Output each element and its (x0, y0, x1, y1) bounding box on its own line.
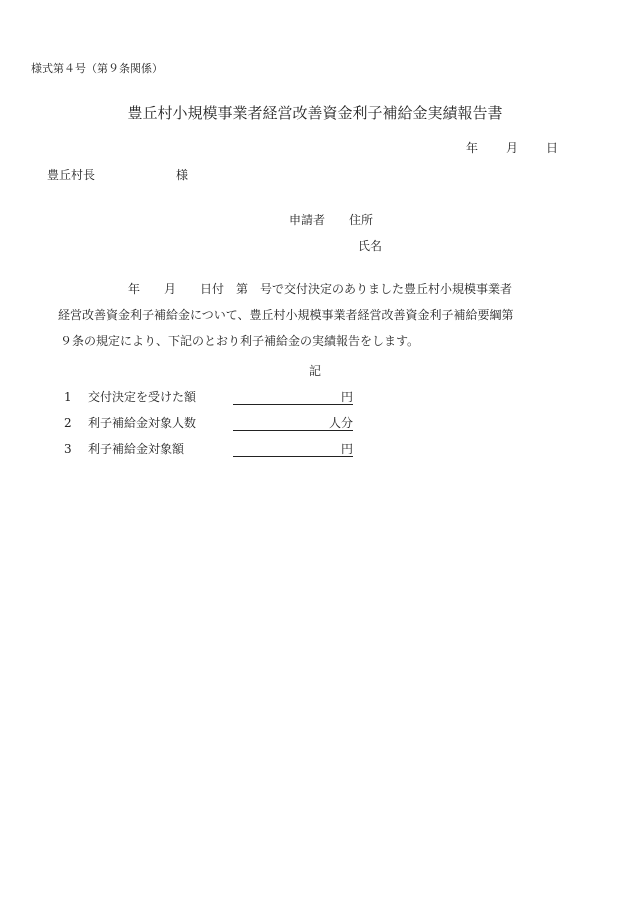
date-year: 年 (466, 141, 479, 155)
item-unit: 円 (340, 442, 353, 456)
applicant-name-line (358, 237, 382, 254)
applicant-label: 申請者 (289, 213, 326, 227)
item-number: 2 (64, 416, 72, 430)
address-label: 住所 (349, 213, 374, 227)
item-number: 3 (64, 442, 72, 456)
applicant-address-line (289, 211, 373, 228)
item-number: 1 (64, 390, 72, 404)
date-month: 月 (506, 141, 519, 155)
body-line-3: ９条の規定により、下記のとおり利子補給金の実績報告をします。 (60, 334, 420, 348)
addressee-line (47, 166, 188, 183)
document-title: 豊丘村小規模事業者経営改善資金利子補給金実績報告書 (127, 104, 503, 122)
item-label: 利子補給金対象人数 (88, 416, 197, 430)
amount-blank (233, 440, 353, 457)
item-unit: 人分 (328, 416, 353, 430)
item-row (64, 414, 196, 431)
count-blank (233, 414, 353, 431)
date-line (466, 139, 558, 156)
amount-blank (233, 388, 353, 405)
form-number: 様式第４号（第９条関係） (31, 62, 163, 75)
ki-heading: 記 (308, 364, 321, 378)
date-day: 日 (546, 141, 559, 155)
item-row (64, 388, 196, 405)
addressee-honorific: 様 (176, 168, 189, 182)
name-label: 氏名 (358, 239, 383, 253)
body-line-1: 年 月 日付 第 号で交付決定のありました豊丘村小規模事業者 (128, 282, 513, 296)
body-line-2: 経営改善資金利子補給金について、豊丘村小規模事業者経営改善資金利子補給要綱第 (58, 308, 514, 322)
item-unit: 円 (340, 390, 353, 404)
item-row (64, 440, 184, 457)
item-label: 交付決定を受けた額 (88, 390, 197, 404)
addressee-name: 豊丘村長 (47, 168, 96, 182)
item-label: 利子補給金対象額 (88, 442, 185, 456)
body-paragraph (58, 276, 568, 354)
